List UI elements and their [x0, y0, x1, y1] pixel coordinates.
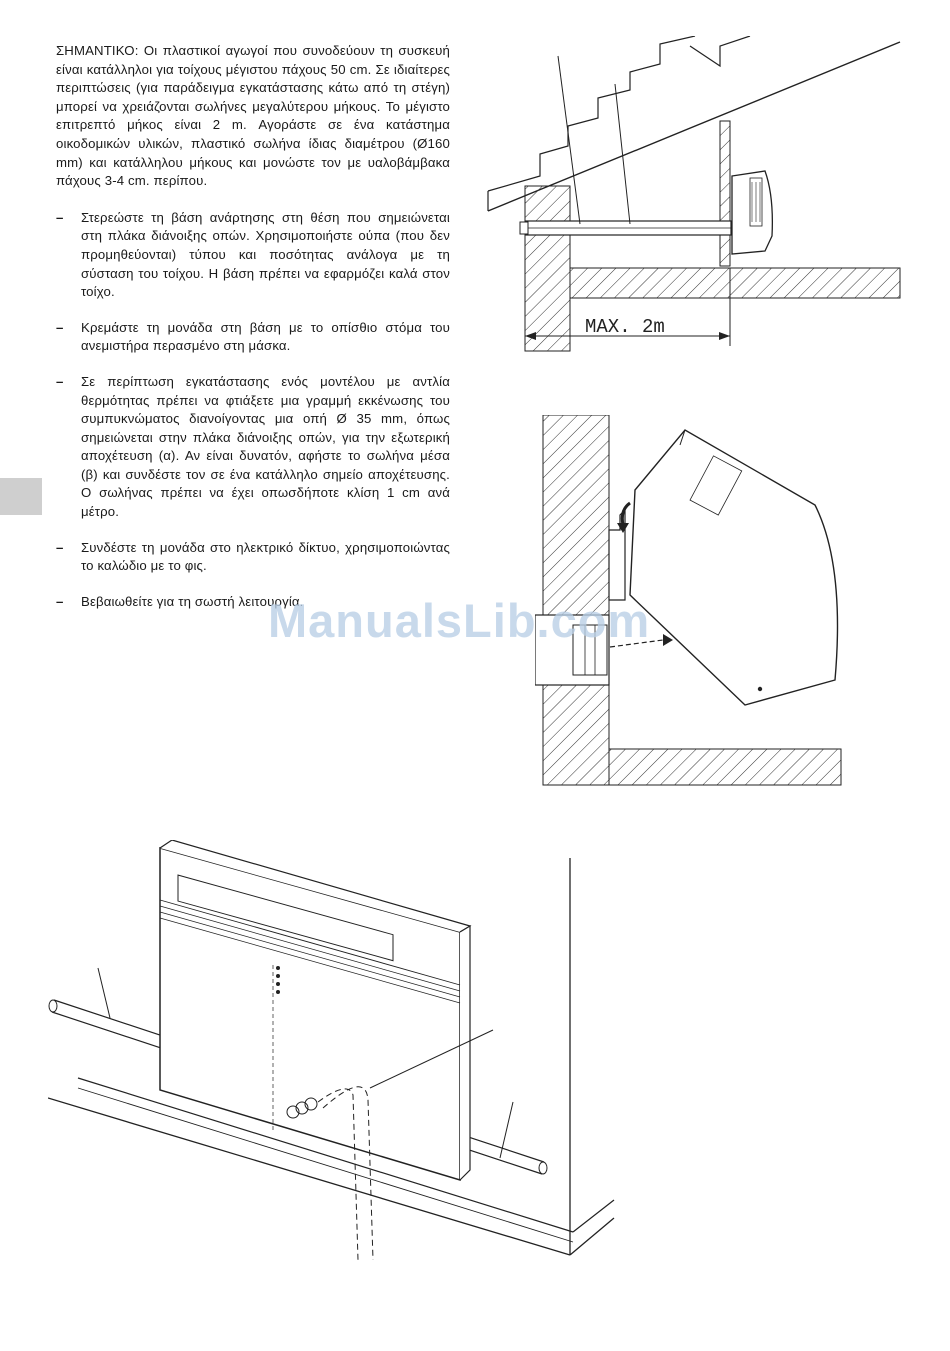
- unit-front: [160, 840, 470, 1180]
- bullet-dash: –: [56, 209, 64, 225]
- airflow-arrow-head: [663, 634, 673, 646]
- outer-wall: [525, 186, 570, 351]
- instruction-item: [56, 209, 450, 302]
- inner-wall: [720, 121, 730, 266]
- instruction-text: Συνδέστε τη μονάδα στο ηλεκτρικό δίκτυο, χρησιμοποιώντας το καλώδιο με το φις.: [81, 539, 450, 574]
- bullet-dash: –: [56, 319, 64, 335]
- hook-arrow: [622, 503, 630, 525]
- bullet-dash: –: [56, 593, 64, 609]
- roof-outline: [488, 36, 900, 211]
- floor-slab: [570, 268, 900, 298]
- instruction-item: [56, 373, 450, 522]
- instruction-item: [56, 319, 450, 356]
- drain-pipe-diagram: [48, 840, 628, 1280]
- air-duct: [520, 221, 731, 235]
- air-conditioner-unit: [732, 171, 772, 254]
- dimension-label: MAX. 2m: [585, 316, 665, 338]
- instruction-text: Κρεμάστε τη μονάδα στη βάση με το οπίσθιο στόμα του ανεμιστήρα περασμένο στη μάσκα.: [81, 319, 450, 354]
- instruction-text: Βεβαιωθείτε για τη σωστή λειτουργία.: [81, 593, 304, 609]
- watermark: ManualsLib.com: [268, 594, 651, 647]
- instruction-text: Σε περίπτωση εγκατάστασης ενός μοντέλου με αντλία θερμότητας πρέπει να φτιάξετε μια γραμμή εκκένωσης του συμπυκνώματος διανοίγοντας μια οπή Ø 35 mm, όπως σημειώνεται στην πλάκα διάνοιξης οπών, για την εξωτερική αποχέτευση (α). Αν είναι δυνατόν, αφήστε το σωλήνα μέσα (β) και συνδέστε τον σε ένα κατάλληλο σημείο αποχέτευσης. Ο σωλήνας πρέπει να έχει οπωσδήποτε κλίση 1 cm ανά μέτρο.: [81, 373, 450, 520]
- instruction-text: Στερεώστε τη βάση ανάρτησης στη θέση που σημειώνεται στη πλάκα διάνοιξης οπών. Χρησιμοποιήστε ούπα (που δεν προμηθεύονται) τύπου και ποσότητας ανάλογα με τη σύσταση του τοίχου. Η βάση πρέπει να εφαρμόζει καλά στον τοίχο.: [81, 209, 450, 300]
- important-note: ΣΗΜΑΝΤΙΚΟ: Οι πλαστικοί αγωγοί που συνοδεύουν τη συσκευή είναι κατάλληλοι για τοίχους μέγιστου πάχους 50 cm. Σε ιδιαίτερες περιπτώσεις (για παράδειγμα εγκατάστασης κάτω από τη στέγη) μπορεί να χρειάζονται σωλήνες μεγαλύτερου μήκους. Το μέγιστο επιτρεπτό μήκος είναι 2 m. Αγοράστε σε ένα κατάστημα οικοδομικών υλικών, πλαστικό σωλήνα ίδιας διαμέτρου (Ø160 mm) και κατάλληλου μήκους και μονώστε τον με υαλοβάμβακα πάχους 3-4 cm. περίπου.: [56, 43, 450, 189]
- page-tab-marker: [0, 478, 42, 515]
- roof-installation-diagram: [480, 36, 910, 356]
- tilted-unit: [630, 430, 838, 705]
- leader-line: [98, 968, 110, 1018]
- bullet-dash: –: [56, 539, 64, 555]
- instructions-column: [56, 42, 450, 611]
- bullet-dash: –: [56, 373, 64, 389]
- floor-section: [609, 749, 841, 785]
- instruction-item: [56, 539, 450, 576]
